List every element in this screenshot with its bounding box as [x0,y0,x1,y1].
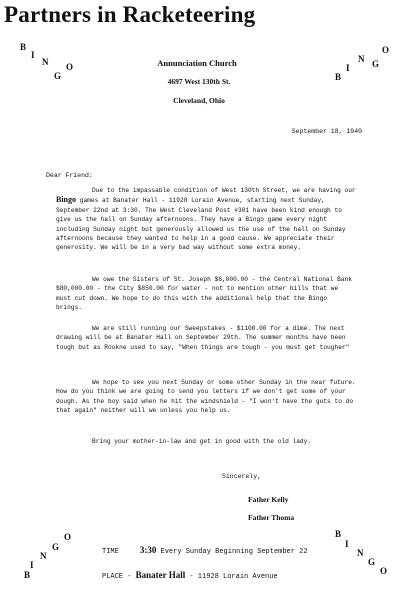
paragraph-3 [56,324,356,352]
footer-place-rest: - 11928 Lorain Avenue [189,573,278,581]
paragraph-2-text: We owe the Sisters of St. Joseph $6,000.00 - the Central National Bank $80,000.00 - the City $850.00 for water - not to mention other bills that we must cut down. We hope to do this with the additional help that the Bingo brings. [56,276,352,312]
closing: Sincerely, [222,473,262,480]
salutation: Dear Friend: [46,172,93,179]
bingo-letter: G [372,59,380,69]
paragraph-4-text: We hope to see you next Sunday or some other Sunday in the near future. How do you think we are going to send you letters if we don't get some of your dough. As the boy said when he hit the windshield - "I won't have the guts to do that again" neither will we unless you help us. [56,379,356,415]
bingo-letter: N [42,57,49,67]
bingo-letter: O [66,62,74,72]
bingo-letter: G [52,542,60,552]
bingo-letter: B [335,72,342,82]
banner-title: Partners in Racketeering [4,2,256,27]
bingo-letter: O [382,45,390,55]
bingo-letter: I [30,560,34,570]
bingo-letter: B [20,42,27,52]
bingo-letter: B [335,529,342,539]
bingo-letter: G [54,71,62,81]
footer-time-rest: Every Sunday Beginning September 22 [160,548,308,556]
paragraph-1-text: Due to the impassable condition of West 130th Street, we are having our [92,187,356,194]
footer-time-label: TIME [102,548,119,556]
footer-place-value: Banater Hall [135,570,186,580]
signature-2: Father Thoma [248,513,295,522]
bingo-word: Bingo [56,195,77,205]
paragraph-1 [56,186,356,253]
bingo-letter: I [345,539,349,549]
bingo-letter: I [346,63,350,73]
church-city: Cleveland, Ohio [173,96,225,105]
bingo-letter: N [357,548,364,558]
paragraph-5 [56,437,356,446]
signature-1: Father Kelly [248,495,289,504]
church-address: 4697 West 130th St. [167,77,231,86]
footer-place-label: PLACE - [102,573,132,581]
bingo-letter: O [64,532,72,542]
paragraph-1-text-rest: games at Banater Hall - 11928 Lorain Avenue, starting next Sunday, September 22nd at 3:30. The West Cleveland Post #301 have been kind enough to give us the hall on Sunday afternoons. They have a Bingo game every night including Sunday night but generously allowed us the use of the hall on Sunday afternoons because they wanted to help in a good cause. We appreciate their generosity. We will be in a very bad way without some extra money. [56,197,346,252]
bingo-letter: N [40,551,47,561]
bingo-letter: G [368,557,376,567]
bingo-letter: N [358,54,365,64]
footer-place-line [102,570,278,581]
bingo-letter: O [380,566,388,576]
paragraph-5-text: Bring your mother-in-law and get in good with the old lady. [92,438,312,445]
paragraph-2 [56,275,356,313]
bingo-letter: I [31,50,35,60]
church-name: Annunciation Church [157,58,237,68]
footer-time-value: 3:30 [139,545,157,555]
letter-date: September 18, 1940 [291,128,362,135]
paragraph-4 [56,378,356,416]
bingo-letter: B [24,570,31,580]
footer-time-line [102,545,308,556]
paragraph-3-text: We are still running our Sweepstakes - $1100.00 for a dime. The next drawing will be at Banater Hall on September 29th. The summer months have been tough but as Rookne used to say, "When things are tough - you must get tougher" [56,325,350,351]
